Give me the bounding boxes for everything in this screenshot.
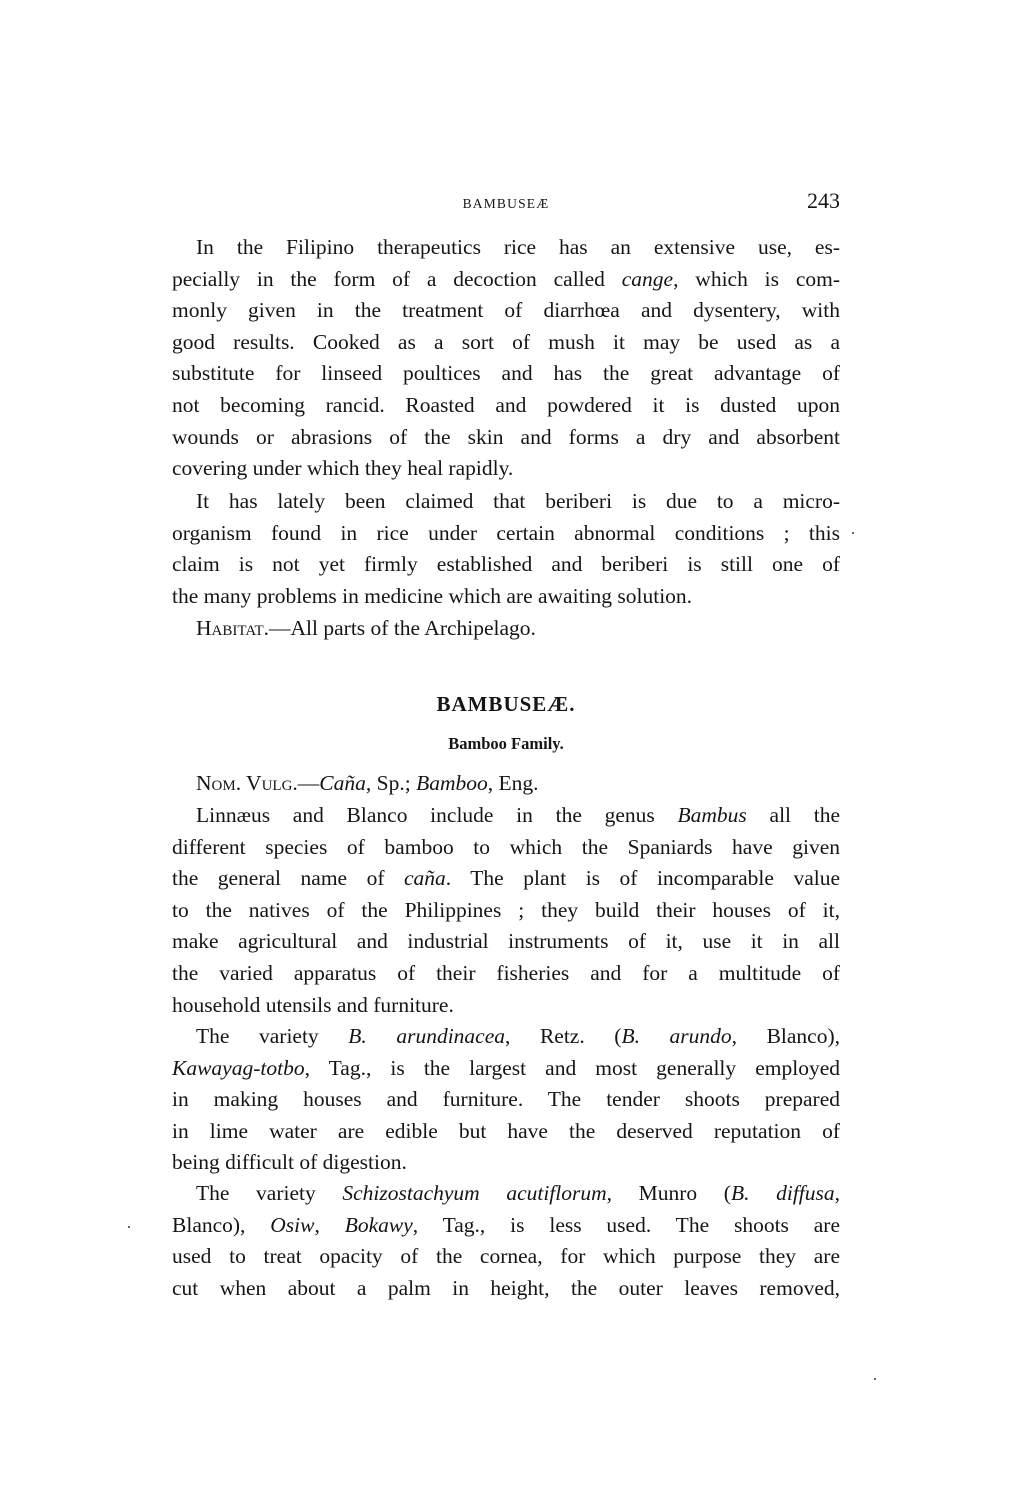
text-line: in making houses and furniture. The tender shoots prepared (172, 1087, 840, 1112)
running-title: BAMBUSEÆ (462, 196, 550, 211)
bamboo-paragraph-schizostachyum (172, 1178, 840, 1304)
text-line: It has lately been claimed that beriberi is due to a micro- (196, 489, 840, 513)
text-line: to the natives of the Philippines ; they build their houses of it, (172, 897, 840, 922)
text-line: organism found in rice under certain abnormal conditions ; this (172, 520, 840, 545)
text-line: The variety B. arundinacea, Retz. (B. arundo, Blanco), (196, 1024, 840, 1048)
rice-paragraph-beriberi (172, 486, 840, 612)
text-line: the varied apparatus of their fisheries and for a multitude of (172, 960, 840, 985)
text-line: not becoming rancid. Roasted and powdered it is dusted upon (172, 392, 840, 417)
habitat-line (172, 613, 840, 645)
text-line: the general name of caña. The plant is of incomparable value (172, 866, 840, 891)
text-line: covering under which they heal rapidly. (172, 456, 514, 481)
text-line: In the Filipino therapeutics rice has an extensive use, es- (196, 235, 840, 259)
running-header (172, 188, 840, 218)
text-line: claim is not yet firmly established and beriberi is still one of (172, 552, 840, 577)
text-line: Kawayag-totbo, Tag., is the largest and most generally employed (172, 1055, 840, 1080)
page-number: 243 (807, 188, 840, 213)
text-line: being difficult of digestion. (172, 1150, 407, 1175)
text-line: the many problems in medicine which are awaiting solution. (172, 583, 693, 608)
bamboo-paragraph-arundinacea (172, 1021, 840, 1179)
scan-speck (852, 532, 854, 534)
text-line: used to treat opacity of the cornea, for which purpose they are (172, 1244, 840, 1269)
nom-vulg-label: Nom. Vulg. (196, 771, 298, 795)
text-line: household utensils and furniture. (172, 992, 454, 1017)
text-line: cut when about a palm in height, the outer leaves removed, (172, 1275, 840, 1300)
section-subtitle: Bamboo Family. (448, 734, 564, 753)
bamboo-paragraph-linnaeus (172, 800, 840, 1021)
habitat-label: Habitat. (196, 616, 270, 640)
text-line: pecially in the form of a decoction called cange, which is com- (172, 266, 841, 291)
section-title: BAMBUSEÆ. (436, 692, 576, 716)
text-line: make agricultural and industrial instruments of it, use it in all (172, 929, 840, 954)
nom-vulg-line: Nom. Vulg.—Caña, Sp.; Bamboo, Eng. (196, 771, 539, 795)
text-line: in lime water are edible but have the deserved reputation of (172, 1118, 840, 1143)
rice-paragraph-therapeutics (172, 232, 840, 485)
text-line: wounds or abrasions of the skin and forms a dry and absorbent (172, 424, 840, 449)
text-line: good results. Cooked as a sort of mush it may be used as a (172, 329, 840, 354)
habitat-text: —All parts of the Archipelago. (269, 616, 536, 640)
scan-speck (874, 1378, 876, 1380)
scan-speck (128, 1226, 130, 1228)
text-line: monly given in the treatment of diarrhœa and dysentery, with (172, 298, 840, 323)
text-line: different species of bamboo to which the Spaniards have given (172, 834, 840, 859)
text-line: Linnæus and Blanco include in the genus Bambus all the (196, 803, 841, 827)
text-line: substitute for linseed poultices and has the great advantage of (172, 361, 840, 386)
text-line: The variety Schizostachyum acutiflorum, Munro (B. diffusa, (196, 1181, 841, 1205)
text-line: Blanco), Osiw, Bokawy, Tag., is less used. The shoots are (172, 1212, 841, 1237)
